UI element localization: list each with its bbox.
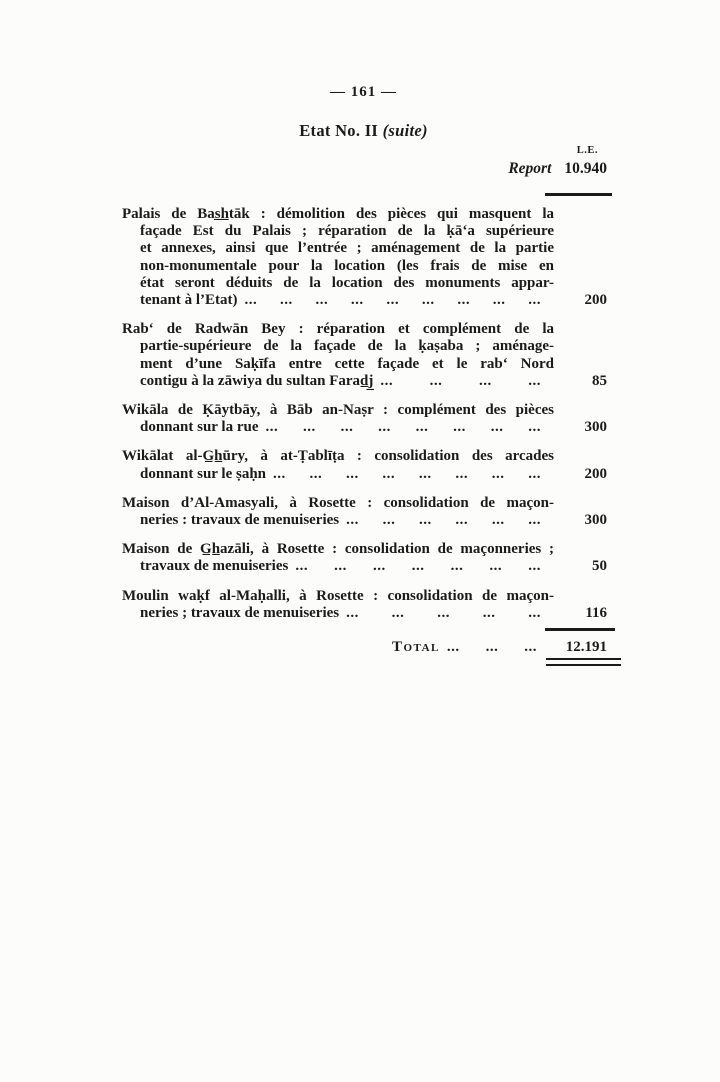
expense-entry [122, 448, 607, 482]
entry-last-text: donnant sur le ṣaḥn [140, 465, 267, 482]
entry-amount: 200 [584, 292, 607, 309]
entry-dot-leader: ... ... ... ... ... ... ... ... [265, 419, 541, 436]
entry-lines [122, 541, 607, 558]
entry-lines [122, 495, 607, 512]
expense-entry [122, 402, 607, 436]
entry-last-line [122, 558, 607, 575]
entry-last-text: neries : travaux de menuiseries [140, 512, 340, 529]
entry-lines [122, 448, 607, 465]
entry-line: non-monumentale pour la location (les frais de mise en [140, 257, 554, 274]
entry-line: Palais de Bas̲h̲tāk : démolition des pièces qui masquent la [122, 206, 554, 222]
entry-dot-leader: ... ... ... ... ... ... ... [295, 558, 541, 575]
entry-amount: 50 [592, 558, 607, 575]
page-number: — 161 — [330, 84, 397, 100]
entry-line: état seront déduits de la location des monuments appar- [140, 274, 554, 291]
title-main: Etat No. II [299, 121, 383, 140]
entry-lines [122, 206, 607, 292]
page-title [120, 121, 607, 141]
entry-line: Maison d’Al-Amasyali, à Rosette : consolidation de maçon- [122, 494, 554, 511]
entry-last-text: travaux de menuiseries [140, 558, 289, 575]
entry-lines [122, 321, 607, 373]
entry-last-line [122, 292, 607, 309]
report-value: 10.940 [564, 160, 607, 177]
entry-line: et annexes, ainsi que l’entrée ; aménagement de la partie [140, 240, 554, 257]
report-row [420, 160, 607, 178]
report-label: Report [508, 160, 552, 177]
report-underline-rule [545, 193, 612, 196]
entry-line: Wikālat al-G̲h̲ūry, à at-Ṭablīṭa : consolidation des arcades [122, 448, 554, 465]
total-dot-leader: ... ... ... [446, 639, 537, 655]
entry-last-text: contigu à la zāwiya du sultan Farad̲j̲ [140, 372, 374, 389]
total-rule-above [545, 628, 615, 631]
entry-lines [122, 588, 607, 605]
total-double-rule [546, 658, 621, 666]
entry-last-line [122, 466, 607, 483]
entry-lines [122, 402, 607, 419]
expense-entry [122, 588, 607, 622]
entry-last-line [122, 605, 607, 622]
currency-label: L.E. [576, 145, 598, 156]
entry-amount: 116 [585, 604, 607, 621]
entry-dot-leader: ... ... ... ... ... [346, 604, 541, 621]
total-row [392, 639, 607, 656]
entry-amount: 85 [592, 372, 607, 389]
entry-amount: 200 [584, 465, 607, 482]
entry-last-text: tenant à l’Etat) [140, 292, 238, 309]
entry-line: ment d’une Saḳīfa entre cette façade et le rab‘ Nord [140, 355, 554, 372]
total-amount: 12.191 [565, 639, 607, 655]
entry-dot-leader: ... ... ... ... ... ... ... ... [273, 465, 541, 482]
entry-dot-leader: ... ... ... ... ... ... ... ... ... [244, 292, 541, 309]
entry-amount: 300 [584, 512, 607, 529]
entry-amount: 300 [584, 419, 607, 436]
entry-last-line [122, 512, 607, 529]
expense-entry [122, 321, 607, 390]
entry-line: Moulin waḳf al-Maḥalli, à Rosette : consolidation de maçon- [122, 587, 554, 604]
entry-last-line [122, 373, 607, 390]
expense-entry [122, 206, 607, 309]
entry-line: façade Est du Palais ; réparation de la ḳā‘a supérieure [140, 223, 554, 240]
expense-entry [122, 541, 607, 575]
entry-line: partie-supérieure de la façade de la ḳaṣaba ; aménage- [140, 338, 554, 355]
entry-last-text: neries ; travaux de menuiseries [140, 604, 340, 621]
entry-line: Maison de G̲h̲azāli, à Rosette : consolidation de maçonneries ; [122, 541, 554, 558]
entry-dot-leader: ... ... ... ... ... ... [346, 512, 541, 529]
entry-line: Wikāla de Ḳāytbāy, à Bāb an-Naṣr : complément des pièces [122, 402, 554, 419]
title-suite: (suite) [382, 121, 428, 140]
entry-line: Rab‘ de Radwān Bey : réparation et complément de la [122, 321, 554, 338]
total-label: Total [392, 639, 440, 655]
entry-dot-leader: ... ... ... ... [380, 372, 541, 389]
entry-last-text: donnant sur la rue [140, 419, 259, 436]
items-list [122, 206, 607, 634]
expense-entry [122, 495, 607, 529]
entry-last-line [122, 419, 607, 436]
